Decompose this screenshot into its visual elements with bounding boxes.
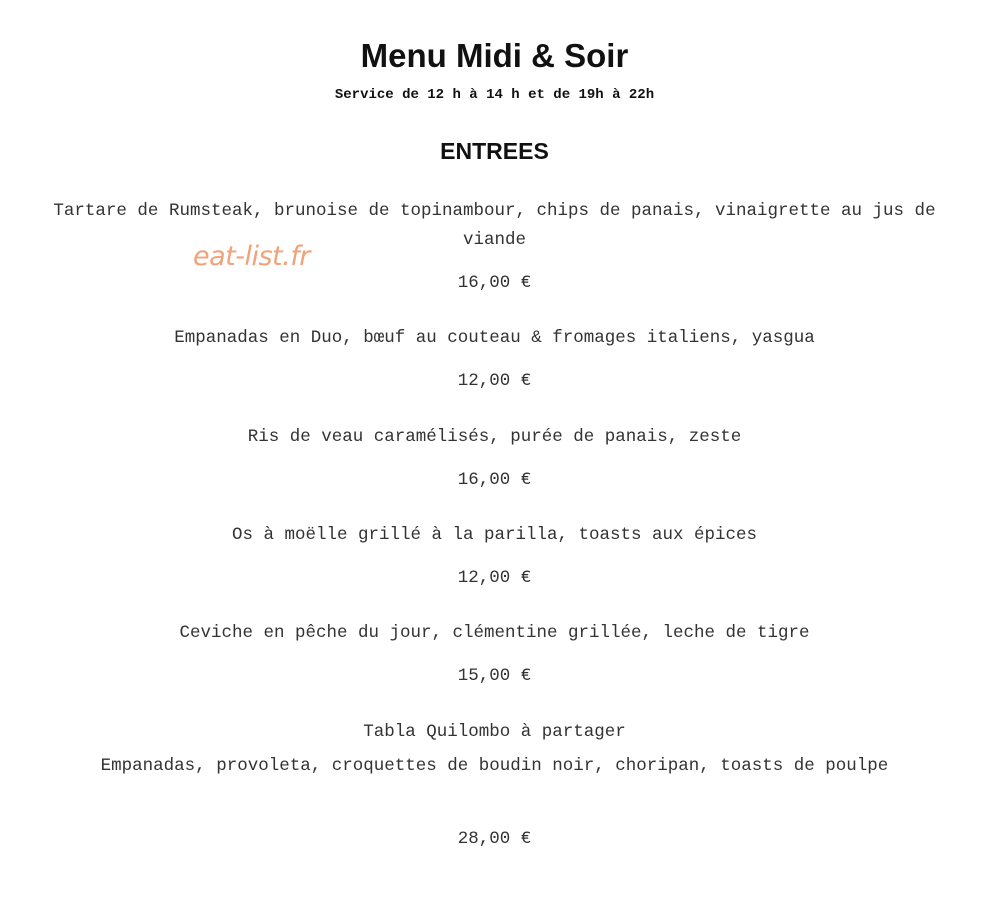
service-hours: Service de 12 h à 14 h et de 19h à 22h	[334, 87, 655, 103]
dish-name: Os à moëlle grillé à la parilla, toasts aux épices	[231, 525, 758, 545]
section-title-entrees: ENTREES	[440, 138, 549, 164]
dish-price: 28,00 €	[457, 829, 532, 849]
dish-name: Empanadas en Duo, bœuf au couteau & fromages italiens, yasgua	[174, 328, 815, 348]
dish-description: Empanadas, provoleta, croquettes de boudin noir, choripan, toasts de poulpe	[100, 756, 889, 776]
dish-price: 16,00 €	[457, 470, 532, 490]
dish-name: Ceviche en pêche du jour, clémentine grillée, leche de tigre	[179, 623, 810, 643]
dish-name: Ris de veau caramélisés, purée de panais, zeste	[247, 427, 742, 447]
dish-price: 12,00 €	[457, 568, 532, 588]
menu-title: Menu Midi & Soir	[360, 37, 629, 74]
dish-price: 15,00 €	[457, 666, 532, 686]
dish-name: Tartare de Rumsteak, brunoise de topinambour, chips de panais, vinaigrette au jus de viande	[53, 201, 936, 250]
dish-price: 16,00 €	[457, 273, 532, 293]
dish-name: Tabla Quilombo à partager	[363, 722, 626, 742]
watermark: eat-list.fr	[193, 241, 310, 272]
dish-price: 12,00 €	[457, 371, 532, 391]
